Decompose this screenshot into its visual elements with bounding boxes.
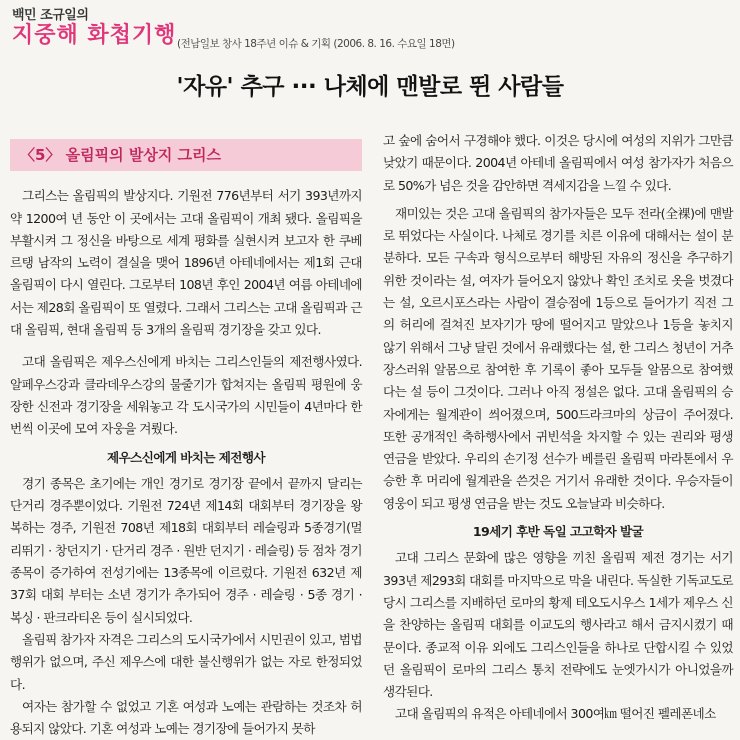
paragraph: 고 숲에 숨어서 구경해야 했다. 이것은 당시에 여성의 지위가 그만큼 낮았기 때문이다. 2004년 아테네 올림픽에서 여성 참가자가 처음으로 50%가 넘은 것을 감안하면 격세지감을 느낄 수 있다.	[383, 133, 733, 193]
paragraph: 그리스는 올림픽의 발상지다. 기원전 776년부터 서기 393년까지 약 1200여 년 동안 이 곳에서는 고대 올림픽이 개최 됐다. 올림픽을 부활시켜 그 정신을 바탕으로 세계 평화를 실현시켜 보고자 한 쿠베르탱 남작의 노력이 결실을 맺어 1896년 아테네에서는 제1회 근대 올림픽이 다시 열린다. 그로부터 108년 후인 2004년 여름 아테네에서는 제28회 올림픽이 또 열렸다. 그래서 그리스는 고대 올림픽과 근대 올림픽, 현대 올림픽 등 3개의 올림픽 경기장을 갖고 있다.	[10, 188, 362, 338]
subheading: 제우스신에게 바치는 제전행사	[107, 449, 265, 465]
paragraph: 고대 올림픽의 유적은 아테네에서 300여㎞ 떨어진 펠레폰네소	[395, 706, 716, 722]
author-label: 백민 조규일의	[12, 8, 89, 23]
paragraph: 경기 종목은 초기에는 개인 경기로 경기장 끝에서 끝까지 달리는 단거리 경주뿐이었다. 기원전 724년 제14회 대회부터 경기장을 왕복하는 경주, 기원전 708년 제18회 대회부터 레슬링과 5종경기(멀리뛰기 · 창던지기 · 단거리 경주 · 원반 던지기 · 레슬링) 등 점차 경기 종목이 증가하여 전성기에는 13종목에 이르렀다. 기원전 632년 제37회 대회 부터는 소년 경기가 추가되어 경주 · 레슬링 · 5종 경기 · 복싱 · 판크라티온 등이 실시되었다.	[10, 475, 362, 625]
paragraph: 고대 올림픽은 제우스신에게 바치는 그리스인들의 제전행사였다. 알페우스강과 클라데우스강의 물줄기가 합쳐지는 올림픽 평원에 웅장한 신전과 경기장을 세워놓고 각 도시국가의 시민들이 4년마다 한번씩 이곳에 모여 자웅을 겨뤘다.	[10, 354, 362, 437]
publication-info: (전남일보 창사 18주년 이슈 & 기획 (2006. 8. 16. 수요일 18면)	[177, 38, 455, 50]
left-column	[10, 139, 362, 740]
right-column	[383, 130, 733, 726]
masthead	[12, 4, 455, 50]
article-headline: '자유' 추구 ··· 나체에 맨발로 뛴 사람들	[176, 74, 564, 100]
series-title: 지중해 화첩기행	[12, 23, 177, 48]
section-title: 〈5〉 올림픽의 발상지 그리스	[10, 139, 362, 171]
paragraph: 올림픽 참가자 자격은 그리스의 도시국가에서 시민권이 있고, 범법 행위가 없으며, 주신 제우스에 대한 불신행위가 없는 자로 한정되었다.	[10, 631, 362, 692]
paragraph: 여자는 참가할 수 없었고 기혼 여성과 노예는 관람하는 것조차 허용되지 않았다. 기혼 여성과 노예는 경기장에 들어가지 못하	[10, 698, 362, 737]
subheading: 19세기 후반 독일 고고학자 발굴	[472, 524, 644, 540]
paragraph: 고대 그리스 문화에 많은 영향을 끼친 올림픽 제전 경기는 서기 393년 제293회 대회를 마지막으로 막을 내린다. 독실한 기독교도로 당시 그리스를 지배하던 로마의 황제 테오도시우스 1세가 제우스 신을 찬양하는 올림픽 대회를 이교도의 행사라고 해서 금지시켰기 때문이다. 종교적 이유 외에도 그리스인들을 하나로 단합시킬 수 있었던 올림픽이 로마의 그리스 통치 전략에도 눈엣가시가 아니었을까 생각된다.	[383, 550, 733, 700]
paragraph: 재미있는 것은 고대 올림픽의 참가자들은 모두 전라(全裸)에 맨발로 뛰었다는 사실이다. 나체로 경기를 치른 이유에 대해서는 설이 분분하다. 모든 구속과 형식으로부터 해방된 자유의 정신을 추구하기 위한 것이라는 설, 여자가 들어오지 않았나 확인 조치로 옷을 벗겼다는 설, 오르시포스라는 사람이 결승점에 1등으로 들어가기 직전 그의 허리에 걸쳐진 보자기가 땅에 떨어지고 말았으나 1등을 놓치지 않기 위해서 그냥 달린 것에서 유래했다는 설, 한 그리스 청년이 거추장스러워 알몸으로 참여한 후 기록이 좋아 모두들 알몸으로 참여했다는 설 등이 그것이다. 그러나 아직 정설은 없다. 고대 올림픽의 승자에게는 월계관이 씌어졌으며, 500드라크마의 상금이 주어졌다. 또한 공개적인 축하행사에서 귀빈석을 차지할 수 있는 권리와 평생 연금을 받았다. 우리의 손기정 선수가 베를린 올림픽 마라톤에서 우승한 후 머리에 월계관을 쓴것은 거기서 유래한 것이다. 우승자들이 영웅이 되고 평생 연금을 받는 것도 오늘날과 비슷하다.	[383, 205, 733, 511]
paragraph-gap	[10, 341, 362, 351]
